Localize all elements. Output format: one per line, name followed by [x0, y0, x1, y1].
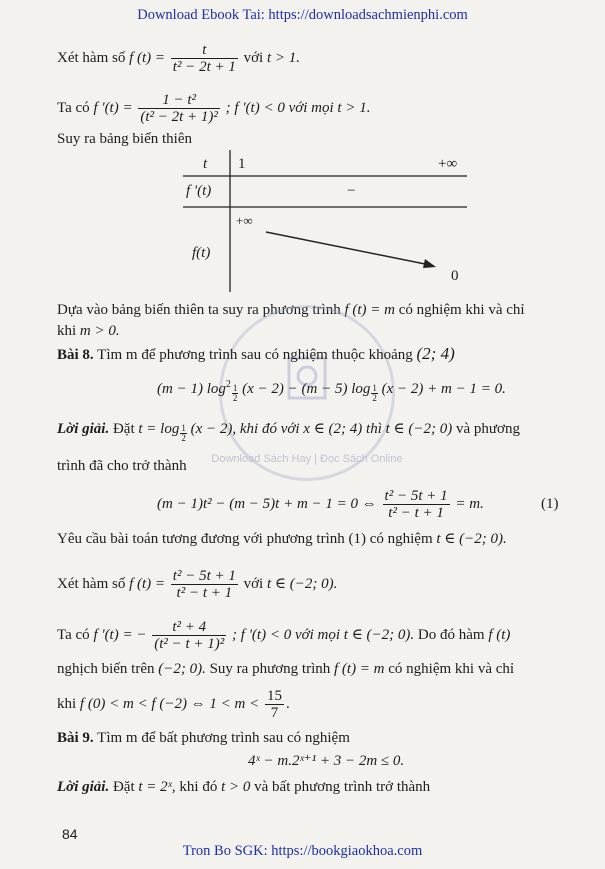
- problem-label: Bài 9.: [57, 730, 94, 746]
- text: Xét hàm số: [57, 575, 126, 592]
- page-footer-link: Tron Bo SGK: https://bookgiaokhoa.com: [182, 843, 423, 859]
- equation-tag: (1): [541, 496, 559, 512]
- watermark: [212, 305, 402, 505]
- table-value-plusinf: +∞: [236, 213, 253, 228]
- math: f (t) = m: [344, 302, 395, 318]
- math: t = 2ˣ,: [138, 779, 176, 795]
- problem-label: Bài 8.: [57, 347, 94, 363]
- numerator: 1 − t²: [138, 92, 220, 109]
- table-header-f: f(t): [192, 245, 211, 261]
- fraction: [171, 568, 238, 601]
- line-decreasing: [57, 660, 514, 678]
- table-header-fprime: f '(t): [186, 183, 212, 199]
- math: t = log: [138, 421, 180, 437]
- text: Tìm m để phương trình sau có nghiệm thuộc khoảng: [97, 347, 413, 363]
- table-value-inf: +∞: [438, 156, 458, 172]
- text: nghịch biến trên: [57, 661, 155, 677]
- paragraph-conclusion-1b: [57, 322, 120, 340]
- math: f (t) =: [129, 49, 166, 66]
- table-value-1: 1: [238, 156, 246, 172]
- text: khi: [57, 323, 77, 339]
- math: m > 0.: [79, 323, 120, 339]
- log-base: $\frac{1}{2}$: [372, 383, 377, 403]
- math: t ∈ (−2; 0).: [436, 531, 507, 547]
- problem-8-statement: [57, 345, 455, 364]
- problem-9-statement: [57, 729, 350, 747]
- text: và phương: [456, 421, 520, 437]
- paragraph-requirement: [57, 530, 507, 548]
- line-define-function-2: [57, 568, 337, 601]
- text: Yêu cầu bài toán tương đương với phương trình (1) có nghiệm: [57, 531, 433, 547]
- math: ; f '(t) < 0 với mọi: [232, 626, 341, 643]
- fraction: [265, 688, 284, 721]
- text: Ta có: [57, 99, 90, 116]
- text: Dựa vào bảng biến thiên ta suy ra phương trình: [57, 302, 341, 318]
- solution-9-start: [57, 778, 430, 796]
- equation-8: [157, 376, 506, 403]
- log-base: $\frac{1}{2}$: [232, 383, 238, 403]
- line-conclusion-2: [57, 688, 290, 721]
- denominator: t² − t + 1: [176, 585, 233, 601]
- text: Xét hàm số: [57, 49, 126, 66]
- text: khi: [57, 695, 77, 712]
- inequality-9: 4ˣ − m.2ˣ⁺¹ + 3 − 2m ≤ 0.: [248, 753, 405, 769]
- text: Đặt: [112, 421, 135, 437]
- denominator: 7: [270, 705, 279, 721]
- text: Đặt: [112, 779, 135, 795]
- text: Ta có: [57, 626, 90, 643]
- math: (m − 1)t² − (m − 5)t + m − 1 = 0 ⇔: [157, 495, 377, 512]
- solution-label: Lời giải.: [57, 779, 110, 795]
- math: f (t) =: [129, 575, 166, 592]
- page-number: 84: [62, 826, 78, 842]
- text: có nghiệm khi và chỉ: [388, 661, 515, 677]
- math: (x − 2) − (m − 5) log: [242, 381, 371, 397]
- equation-8-transformed: [157, 488, 484, 521]
- solution-8-start: [57, 420, 520, 443]
- numerator: t² + 4: [152, 619, 226, 636]
- math: (x − 2), khi đó với x ∈ (2; 4) thì: [190, 421, 382, 437]
- math: f (0) < m < f (−2) ⇔ 1 < m <: [79, 695, 260, 712]
- math: = m.: [455, 495, 484, 512]
- math: (−2; 0).: [158, 661, 206, 677]
- condition: t > 1.: [337, 99, 371, 116]
- condition: t ∈ (−2; 0).: [343, 626, 415, 643]
- solution-label: Lời giải.: [57, 421, 110, 437]
- text: Tìm m để bất phương trình sau có nghiệm: [97, 730, 350, 746]
- denominator: t² − t + 1: [388, 505, 444, 521]
- math: t > 0: [221, 779, 251, 795]
- text: Suy ra phương trình: [209, 661, 331, 677]
- fraction: [383, 488, 450, 521]
- solution-8-line2: trình đã cho trở thành: [57, 458, 187, 474]
- line-derivative-2: [57, 619, 510, 652]
- table-header-t: t: [203, 156, 208, 172]
- numerator: 15: [267, 688, 283, 704]
- text: ; f '(t) < 0 với mọi: [225, 99, 334, 116]
- numerator: t² − 5t + 1: [384, 488, 448, 504]
- line-variation-table-intro: Suy ra bảng biến thiên: [57, 131, 192, 147]
- exponent: 2: [225, 379, 231, 390]
- table-value-0: 0: [451, 268, 459, 284]
- text: Do đó hàm: [417, 626, 485, 643]
- math: f '(t) = −: [93, 626, 147, 643]
- table-sign-minus: −: [347, 183, 356, 199]
- text: với: [243, 49, 264, 66]
- text: .: [286, 695, 290, 712]
- math: f (t): [488, 626, 511, 643]
- condition: t > 1.: [266, 49, 301, 66]
- math: (x − 2) + m − 1 = 0.: [381, 381, 506, 397]
- numerator: t² − 5t + 1: [172, 568, 236, 584]
- watermark-text: Download Sách Hay | Đọc Sách Online: [211, 453, 403, 465]
- math: (2; 4): [416, 344, 455, 363]
- math: (m − 1) log: [157, 381, 226, 397]
- math: f '(t) =: [93, 99, 133, 116]
- text: có nghiệm khi và chỉ: [398, 302, 525, 318]
- math: f (t) = m: [333, 661, 385, 677]
- log-base: $\frac{1}{2}$: [181, 423, 186, 443]
- math: t ∈ (−2; 0): [385, 421, 453, 437]
- text: và bất phương trình trở thành: [254, 779, 431, 795]
- condition: t ∈ (−2; 0).: [266, 575, 338, 592]
- text: với: [243, 575, 264, 592]
- denominator: t² − 2t + 1: [172, 59, 236, 75]
- denominator: (t² − t + 1)²: [154, 636, 225, 652]
- text: khi đó: [179, 779, 218, 795]
- denominator: (t² − 2t + 1)²: [140, 109, 218, 125]
- numerator: t: [171, 42, 238, 59]
- fraction: [152, 619, 226, 652]
- page-header-link: Download Ebook Tai: https://downloadsachmienphi.com: [137, 7, 468, 23]
